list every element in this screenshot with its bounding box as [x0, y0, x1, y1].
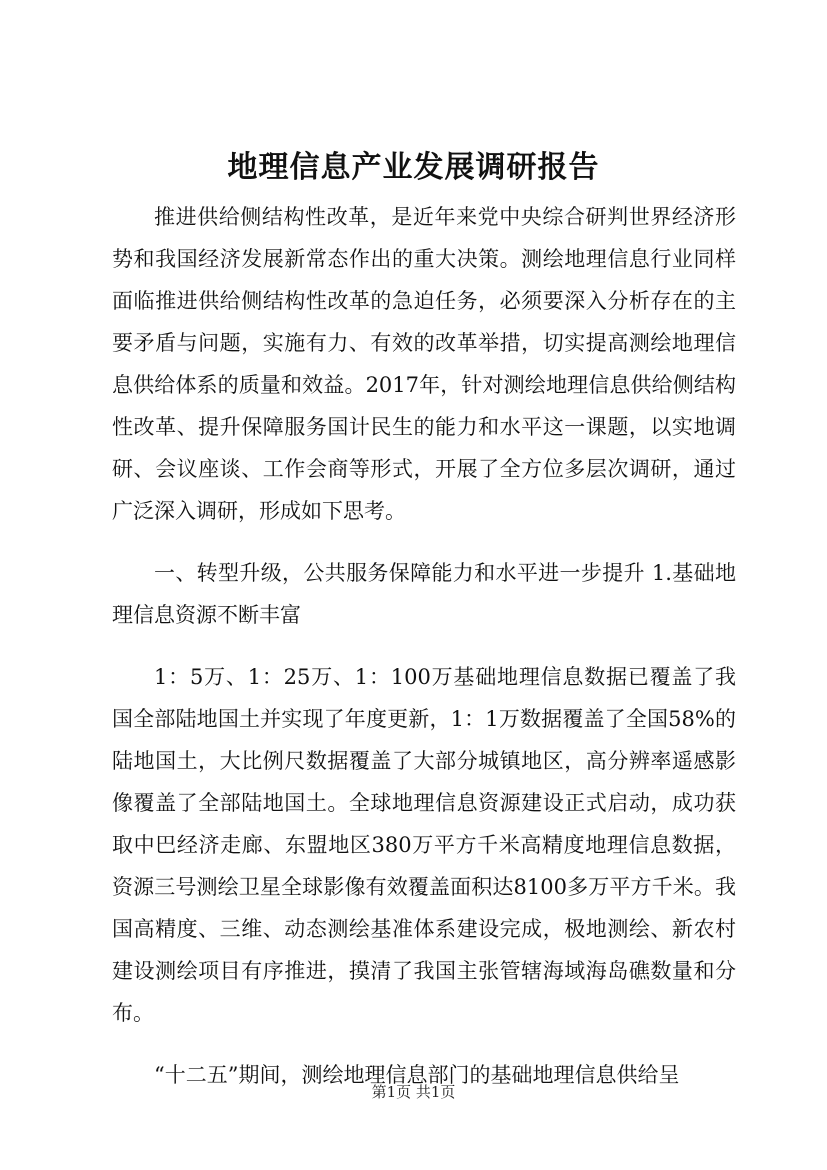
paragraph-twelfth-five-year: “十二五”期间，测绘地理信息部门的基础地理信息供给呈 [154, 1063, 680, 1087]
paragraph-section-heading: 一、转型升级，公共服务保障能力和水平进一步提升 1.基础地理信息资源不断丰富 [112, 561, 736, 627]
paragraph-basic-data: 1：5万、1：25万、1：100万基础地理信息数据已覆盖了我国全部陆地国土并实现了年度更新，1：1万数据覆盖了全国58%的陆地国土，大比例尺数据覆盖了大部分城镇地区，高分辨率遥感影像覆盖了全部陆地国土。全球地理信息资源建设正式启动，成功获取中巴经济走廊、东盟地区380万平方千米高精度地理信息数据，资源三号测绘卫星全球影像有效覆盖面积达8100多万平方千米。我国高精度、三维、动态测绘基准体系建设完成，极地测绘、新农村建设测绘项目有序推进，摸清了我国主张管辖海域海岛礁数量和分布。 [112, 665, 736, 1025]
document-title: 地理信息产业发展调研报告 [227, 150, 600, 185]
document-body [112, 196, 736, 1096]
page-footer: 第1页 共1页 [371, 1083, 456, 1101]
paragraph-intro: 推进供给侧结构性改革，是近年来党中央综合研判世界经济形势和我国经济发展新常态作出的重大决策。测绘地理信息行业同样面临推进供给侧结构性改革的急迫任务，必须要深入分析存在的主要矛盾与问题，实施有力、有效的改革举措，切实提高测绘地理信息供给体系的质量和效益。2017年，针对测绘地理信息供给侧结构性改革、提升保障服务国计民生的能力和水平这一课题，以实地调研、会议座谈、工作会商等形式，开展了全方位多层次调研，通过广泛深入调研，形成如下思考。 [112, 205, 736, 523]
